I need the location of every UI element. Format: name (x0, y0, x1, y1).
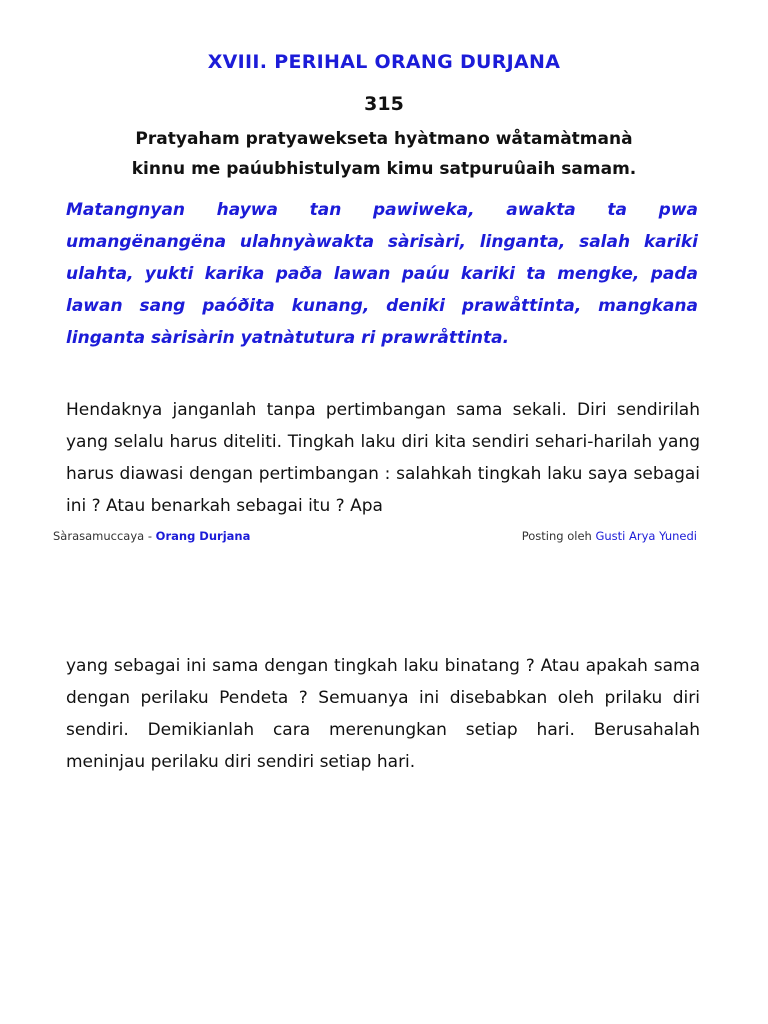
footer-book-title: Sàrasamuccaya - (53, 529, 156, 543)
footer-chapter-link[interactable]: Orang Durjana (155, 529, 251, 543)
footer-author-link[interactable]: Gusti Arya Yunedi (595, 529, 697, 543)
verse-number: 315 (364, 93, 404, 115)
sanskrit-verse (66, 124, 702, 184)
sanskrit-line-1: Pratyaham pratyawekseta hyàtmano wåtamàtmanà (135, 129, 633, 149)
sanskrit-line-2: kinnu me paúubhistulyam kimu satpuruûaih samam. (131, 159, 637, 179)
page-title: XVIII. PERIHAL ORANG DURJANA (207, 51, 561, 73)
kawi-commentary: Matangnyan haywa tan pawiweka, awakta ta pwa umangënangëna ulahnyàwakta sàrisàri, linganta, salah kariki ulahta, yukti karika paða lawan paúu kariki ta mengke, pada lawan sang paóðita kunang, deniki prawåttinta, mangkana linganta sàrisàrin yatnàtutura ri prawråttinta. (66, 200, 698, 348)
footer-left (53, 529, 250, 543)
footer-posted-by: Posting oleh (521, 529, 596, 543)
footer-right (522, 529, 697, 543)
translation-paragraph-part-1: Hendaknya janganlah tanpa pertimbangan sama sekali. Diri sendirilah yang selalu harus diteliti. Tingkah laku diri kita sendiri sehari-harilah yang harus diawasi dengan pertimbangan : salahkah tingkah laku saya sebagai ini ? Atau benarkah sebagai itu ? Apa (66, 400, 700, 516)
translation-paragraph-part-2: yang sebagai ini sama dengan tingkah laku binatang ? Atau apakah sama dengan perilaku Pendeta ? Semuanya ini disebabkan oleh prilaku diri sendiri. Demikianlah cara merenungkan setiap hari. Berusahalah meninjau perilaku diri sendiri setiap hari. (66, 656, 700, 772)
